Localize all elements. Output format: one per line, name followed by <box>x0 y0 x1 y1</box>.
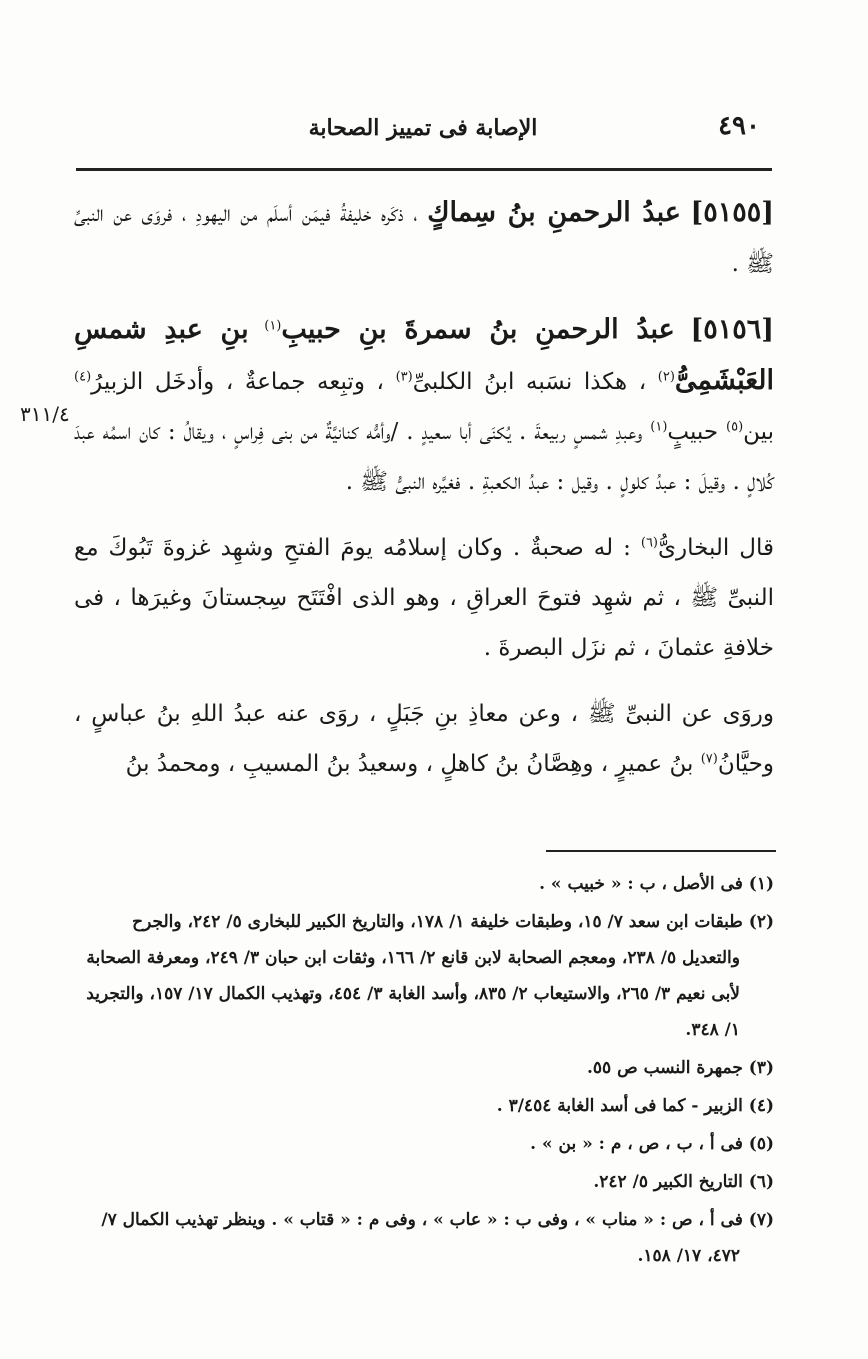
paragraph-bukhari <box>74 523 774 673</box>
entry-text: ، وتبِعه جماعةٌ ، وأدخَل الزبيرُ <box>91 369 384 395</box>
entry-text: بين <box>743 419 775 445</box>
paragraph-text: بنُ عميرٍ ، وهِصَّانُ بنُ كاهلٍ ، وسعيدُ بنُ المسيبِ ، ومحمدُ بنُ <box>125 751 694 777</box>
footnote-ref: (٢) <box>657 369 675 385</box>
footnote-2: (٢) طبقات ابن سعد ٧/ ١٥، وطبقات خليفة ١/ ١٧٨، والتاريخ الكبير للبخارى ٥/ ٢٤٢، والجرح والتعديل ٥/ ٢٣٨، ومعجم الصحابة لابن قانع ٢/ ١٦٦، وثقات ابن حبان ٣/ ٢٤٩، ومعرفة الصحابة لأبى نعيم ٣/ ٢٦٥، والاستيعاب ٢/ ٨٣٥، وأسد الغابة ٣/ ٤٥٤، وتهذيب الكمال ١٧/ ١٥٧، والتجريد ١/ ٣٤٨. <box>86 912 774 1040</box>
footnote-7: (٧) فى أ ، ص : « مناب » ، وفى ب : « عاب » ، وفى م : « قتاب » . وينظر تهذيب الكمال ٧/ ٤٧٢، ١٧/ ١٥٨. <box>101 1210 774 1266</box>
footnote-3: (٣) جمهرة النسب ص ٥٥. <box>587 1058 774 1078</box>
entry-name: عبدُ الرحمنِ بنُ سمرةَ بنِ حبيبِ <box>281 314 675 345</box>
margin-note: ٣١١/٤ <box>20 402 70 426</box>
footnote-ref: (٥) <box>726 419 744 435</box>
page-number: ٤٩٠ <box>718 111 760 141</box>
footnote-ref: (١) <box>650 419 668 435</box>
main-text <box>74 188 774 805</box>
page-header <box>78 105 768 149</box>
entry-name: عبدُ الرحمنِ بنُ سِماكٍ <box>427 197 681 228</box>
footnotes <box>70 866 774 1276</box>
footnote-ref: (٣) <box>395 369 413 385</box>
footnote-4: (٤) الزبير - كما فى أسد الغابة ٣/٤٥٤ . <box>496 1096 774 1116</box>
entry-name-continued: بنِ عبدِ شمسِ العَبْشَمِىُّ <box>74 314 775 396</box>
footnote-5: (٥) فى أ ، ب ، ص ، م : « بن » . <box>530 1134 774 1154</box>
running-title: الإصابة فى تمييز الصحابة <box>308 115 538 141</box>
paragraph-narrators <box>74 689 774 789</box>
entry-text: وعبدِ شمسٍ ربيعةَ . يُكنَى أبا سعيدٍ . /وأمُّه كنانيَّةٌ من بنى فِراسٍ ، ويقالُ : كان اسمُه عبدَ كُلالٍ . وقيلَ : عبدُ كلولٍ . وقيل : عبدُ الكعبةِ . فغيَّره النبىُّ ﷺ . <box>74 419 774 495</box>
footnote-rule <box>546 850 776 852</box>
entry-text: حبيبٍ <box>667 419 719 445</box>
footnote-6: (٦) التاريخ الكبير ٥/ ٢٤٢. <box>593 1172 774 1192</box>
entry-5155 <box>74 188 774 289</box>
entry-text: ، ذكَره خليفةُ فيمَن أسلَم من اليهودِ ، فروَى عن النبىِّ ﷺ . <box>74 201 774 277</box>
entry-5156 <box>74 305 774 507</box>
paragraph-text: : له صحبةٌ . وكان إسلامُه يومَ الفتحِ وشهِد غزوةَ تَبُوكَ مع النبىِّ ﷺ ، ثم شهِد فتوحَ العراقِ ، وهو الذى افْتَتَح سِجستانَ وغيرَها ، فى خلافةِ عثمانَ ، ثم نزَل البصرةَ . <box>74 535 774 661</box>
footnote-ref: (٦) <box>640 535 658 551</box>
header-rule <box>76 168 772 171</box>
footnote-ref: (٧) <box>700 751 718 767</box>
entry-text: ، هكذا نسَبه ابنُ الكلبىِّ <box>412 369 647 395</box>
paragraph-text: قال البخارىُّ <box>658 535 774 561</box>
footnote-ref: (١) <box>264 318 282 334</box>
footnote-1: (١) فى الأصل ، ب : « خبيب » . <box>539 874 774 894</box>
footnote-ref: (٤) <box>74 369 92 385</box>
entry-number: [٥١٥٦] <box>690 314 775 345</box>
paragraph-text: وروَى عن النبىِّ ﷺ ، وعن معاذِ بنِ جَبَلٍ ، روَى عنه عبدُ اللهِ بنُ عباسٍ ، وحيَّانُ <box>74 701 774 777</box>
entry-number: [٥١٥٥] <box>690 197 775 228</box>
